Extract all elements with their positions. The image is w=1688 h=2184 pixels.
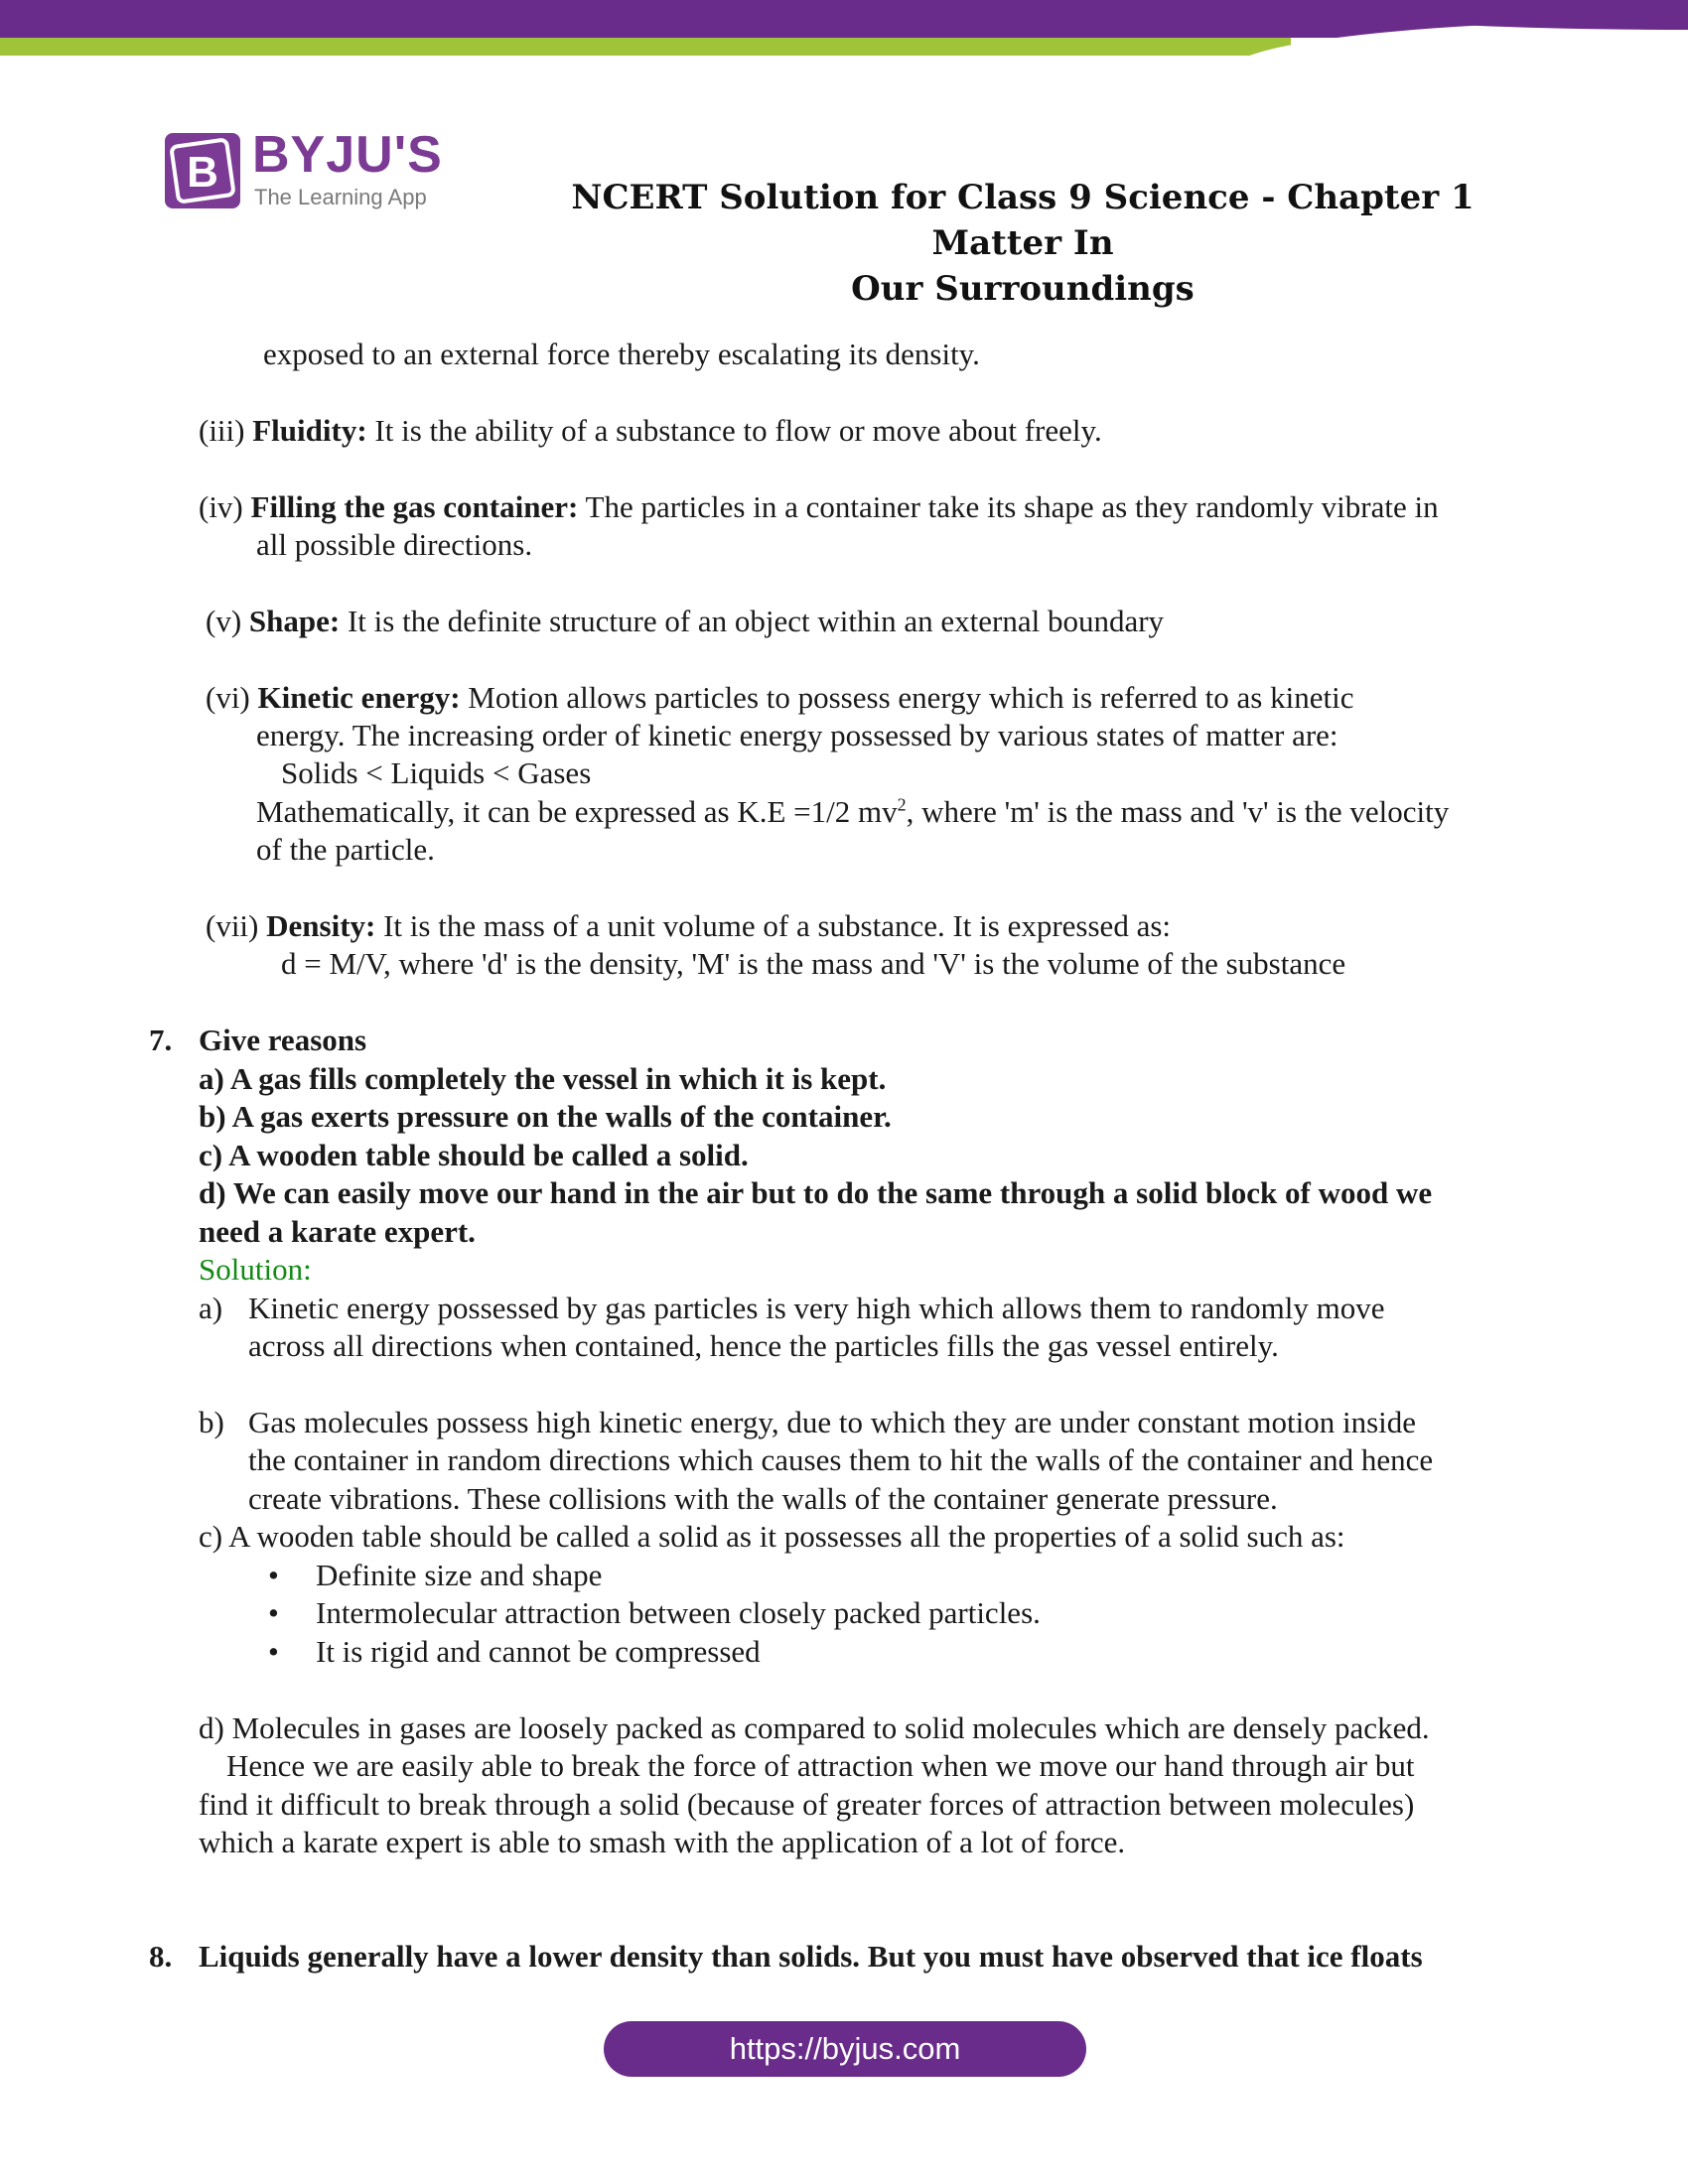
item-term: Filling the gas container: (250, 489, 579, 524)
item-text: It is the ability of a substance to flow or move about freely. (366, 413, 1102, 448)
answer-b-line1: Gas molecules possess high kinetic energy, due to which they are under constant motion inside (248, 1405, 1417, 1439)
formula-text-end: , where 'm' is the mass and 'v' is the velocity (906, 794, 1450, 829)
question-7d (199, 1174, 1432, 1213)
logo-b-icon (165, 133, 240, 208)
item-text-formula (256, 793, 1449, 832)
question-7a (199, 1060, 886, 1099)
answer-d-line1: d) Molecules in gases are loosely packed as compared to solid molecules which are densely packed. (199, 1710, 1430, 1745)
formula-superscript: 2 (897, 794, 907, 815)
item-text-cont: energy. The increasing order of kinetic energy possessed by various states of matter are: (256, 718, 1338, 752)
question-number: 8. (149, 1939, 173, 1974)
item-shape (206, 603, 1164, 641)
answer-b-label: b) (199, 1405, 224, 1439)
header-bar-green (0, 38, 1291, 56)
answer-a-label: a) (199, 1291, 223, 1325)
question-7-title (199, 1022, 366, 1060)
logo-tagline: The Learning App (254, 185, 427, 209)
page-title-line2: Our Surroundings (851, 269, 1195, 309)
question-part: c) A wooden table should be called a solid. (199, 1138, 749, 1172)
answer-c-bullet: Definite size and shape (316, 1558, 603, 1592)
answer-c-bullet: Intermolecular attraction between closely packed particles. (316, 1595, 1041, 1630)
answer-a-line2: across all directions when contained, hence the particles fills the gas vessel entirely. (248, 1328, 1279, 1363)
question-7c (199, 1137, 749, 1175)
question-part: a) A gas fills completely the vessel in which it is kept. (199, 1061, 887, 1096)
item-density (206, 907, 1171, 946)
item-fluidity (199, 412, 1102, 451)
page-title (506, 175, 1539, 312)
item-term: Fluidity: (252, 413, 367, 448)
byjus-logo[interactable] (165, 126, 463, 214)
item-text-cont: of the particle. (256, 832, 435, 867)
formula-text: Mathematically, it can be expressed as K.E =1/2 mv (256, 794, 898, 829)
question-number: 7. (149, 1023, 173, 1057)
question-text: Liquids generally have a lower density than solids. But you must have observed that ice floats (199, 1939, 1423, 1974)
item-kinetic-energy (206, 679, 1353, 718)
question-8-number (149, 1938, 172, 1977)
item-text-cont: all possible directions. (256, 527, 533, 562)
item-text: The particles in a container take its shape as they randomly vibrate in (578, 489, 1439, 524)
continuation-text: exposed to an external force thereby escalating its density. (263, 337, 980, 371)
item-number: (iv) (199, 489, 243, 524)
answer-c-bullet: It is rigid and cannot be compressed (316, 1634, 761, 1669)
answer-d-line2: Hence we are easily able to break the force of attraction when we move our hand through air but (226, 1748, 1415, 1783)
answer-d-line4: which a karate expert is able to smash with the application of a lot of force. (199, 1825, 1126, 1859)
item-text-formula: d = M/V, where 'd' is the density, 'M' is the mass and 'V' is the volume of the substance (281, 946, 1346, 981)
item-number: (iii) (199, 413, 245, 448)
question-7d-cont (199, 1213, 476, 1252)
item-text-order: Solids < Liquids < Gases (281, 755, 592, 790)
question-part: b) A gas exerts pressure on the walls of the container. (199, 1099, 892, 1134)
question-7b (199, 1098, 892, 1137)
item-text: Motion allows particles to possess energy which is referred to as kinetic (460, 680, 1354, 715)
question-8-text (199, 1938, 1423, 1977)
logo-name: BYJU'S (252, 126, 443, 184)
item-text: It is the mass of a unit volume of a substance. It is expressed as: (375, 908, 1172, 943)
answer-a-line1: Kinetic energy possessed by gas particles is very high which allows them to randomly move (248, 1291, 1385, 1325)
item-term: Density: (266, 908, 376, 943)
item-number: (vii) (206, 908, 259, 943)
item-number: (vi) (206, 680, 250, 715)
page-title-line1: NCERT Solution for Class 9 Science - Chapter 1 Matter In (571, 178, 1475, 263)
bullet-dot: • (268, 1595, 279, 1630)
question-part: d) We can easily move our hand in the air but to do the same through a solid block of wood we (199, 1175, 1433, 1210)
solution-label: Solution: (199, 1252, 312, 1287)
question-part: need a karate expert. (199, 1214, 476, 1249)
footer-link[interactable]: https://byjus.com (729, 2031, 961, 2066)
item-term: Shape: (248, 604, 341, 638)
answer-b-line2: the container in random directions which causes them to hit the walls of the container and hence (248, 1442, 1434, 1477)
item-filling-gas-container (199, 488, 1439, 527)
item-text: It is the definite structure of an object within an external boundary (340, 604, 1165, 638)
bullet-dot: • (268, 1634, 279, 1669)
answer-b-line3: create vibrations. These collisions with the walls of the container generate pressure. (248, 1481, 1278, 1516)
question-7-number (149, 1022, 172, 1060)
item-term: Kinetic energy: (257, 680, 461, 715)
question-title: Give reasons (199, 1023, 367, 1057)
answer-d-line3: find it difficult to break through a solid (because of greater forces of attraction between molecules) (199, 1787, 1415, 1822)
item-number: (v) (206, 604, 242, 638)
logo-letter: B (187, 148, 218, 197)
answer-c-line1: c) A wooden table should be called a solid as it possesses all the properties of a solid such as: (199, 1519, 1345, 1554)
bullet-dot: • (268, 1558, 279, 1592)
